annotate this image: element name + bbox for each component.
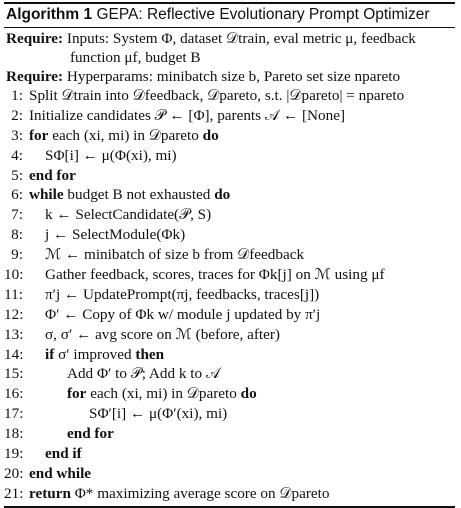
algorithm-body [4,28,455,506]
line-text: each (xi, mi) in 𝒟pareto [90,385,237,403]
line-keyword: if [45,345,55,363]
line-number: 16: [4,385,24,403]
algorithm-line [4,444,455,464]
line-code [23,484,329,504]
algorithm-line [4,384,455,404]
line-number: 3: [11,126,23,144]
line-code [23,325,280,345]
line-code [23,86,404,106]
line-text: ℳ ← minibatch of size b from 𝒟feedback [45,246,305,264]
algorithm-line [4,325,455,345]
algorithm-line [4,126,455,146]
line-text: SΦ′[i] ← μ(Φ′(xi), mi) [89,405,228,423]
line-keyword-end: then [135,345,165,363]
line-code [23,424,114,444]
line-number: 10: [4,266,24,284]
algorithm-line [4,364,455,384]
algorithm-line [4,464,455,484]
line-code [23,185,230,205]
line-text: Split 𝒟train into 𝒟feedback, 𝒟pareto, s.t. |𝒟pareto| = npareto [29,87,405,104]
line-number: 6: [11,186,23,204]
line-text: budget B not exhausted [67,186,211,204]
line-text: Initialize candidates 𝒫 ← [Φ], parents 𝒜 ← [None] [29,106,346,124]
algorithm-line [4,265,455,285]
bottom-rule [4,506,455,508]
line-keyword: end for [67,425,114,443]
line-text: Gather feedback, scores, traces for Φk[j] on ℳ using μf [45,266,385,284]
require-hyperparams [4,67,455,86]
line-text: Add Φ′ to 𝒫; Add k to 𝒜 [67,365,221,383]
algorithm-line [4,424,455,444]
line-text: σ′ improved [58,345,132,363]
line-number: 20: [4,464,24,482]
algorithm-line [4,404,455,424]
line-code [23,464,91,484]
line-keyword-end: do [202,126,219,144]
line-code [23,166,76,186]
require-inputs-text: Inputs: System Φ, dataset 𝒟train, eval metric μ, feedback [66,30,416,47]
algorithm-label: Algorithm 1 [6,6,93,23]
algorithm-line [4,225,455,245]
line-code [23,364,220,384]
line-keyword: return [29,484,71,502]
require-inputs [4,29,455,67]
line-number: 18: [4,425,24,443]
line-number: 9: [11,246,23,264]
algorithm-line [4,285,455,305]
require-keyword: Require: [6,30,64,47]
algorithm-line [4,166,455,186]
line-number: 14: [4,345,24,363]
line-text: each (xi, mi) in 𝒟pareto [52,126,199,144]
line-code [23,285,319,305]
algorithm-line [4,86,455,106]
algorithm-line [4,146,455,166]
line-text: π′j ← UpdatePrompt(πj, feedbacks, traces[j]) [45,285,320,303]
algorithm-line [4,106,455,126]
line-number: 13: [4,325,24,343]
algorithm-title-text: GEPA: Reflective Evolutionary Prompt Optimizer [96,6,430,23]
line-number: 2: [11,106,23,124]
line-number: 11: [4,285,23,303]
line-code [23,305,320,325]
line-text: Φ* maximizing average score on 𝒟pareto [74,484,330,502]
line-code [23,345,164,365]
line-number: 8: [11,226,23,244]
algorithm-line [4,185,455,205]
algorithm-box [4,2,455,502]
line-keyword: end for [29,166,76,184]
line-keyword: while [29,186,64,204]
algorithm-line [4,205,455,225]
line-text: σ, σ′ ← avg score on ℳ (before, after) [45,325,280,343]
line-number: 7: [11,206,23,224]
line-text: SΦ[i] ← μ(Φ(xi), mi) [45,146,177,164]
line-number: 15: [4,365,24,383]
require-hyperparams-text: Hyperparams: minibatch size b, Pareto set size npareto [66,68,401,85]
algorithm-line [4,305,455,325]
line-code [23,106,345,126]
line-code [23,404,227,424]
line-number: 12: [4,305,24,323]
line-number: 1: [11,87,23,104]
line-keyword: end if [45,445,82,463]
line-keyword: end while [29,464,92,482]
line-keyword: for [67,385,87,403]
require-inputs-continuation: function μf, budget B [70,49,201,66]
require-keyword: Require: [6,68,64,85]
line-code [23,225,185,245]
line-code [23,265,385,285]
algorithm-line [4,245,455,265]
algorithm-line [4,345,455,365]
line-number: 21: [4,484,24,502]
line-code [23,384,257,404]
line-keyword: for [29,126,49,144]
line-keyword-end: do [214,186,231,204]
line-code [23,205,211,225]
line-text: k ← SelectCandidate(𝒫, S) [45,206,212,224]
line-code [23,126,219,146]
line-code [23,444,82,464]
line-text: Φ′ ← Copy of Φk w/ module j updated by π′j [45,305,321,323]
algorithm-line [4,484,455,504]
line-code [23,146,177,166]
line-text: j ← SelectModule(Φk) [45,226,186,244]
algorithm-title [4,4,455,27]
algorithm-lines [4,86,455,504]
line-code [23,245,304,265]
line-number: 4: [11,146,23,164]
line-number: 19: [4,445,24,463]
line-number: 17: [4,405,24,423]
line-keyword-end: do [240,385,257,403]
line-number: 5: [11,166,23,184]
